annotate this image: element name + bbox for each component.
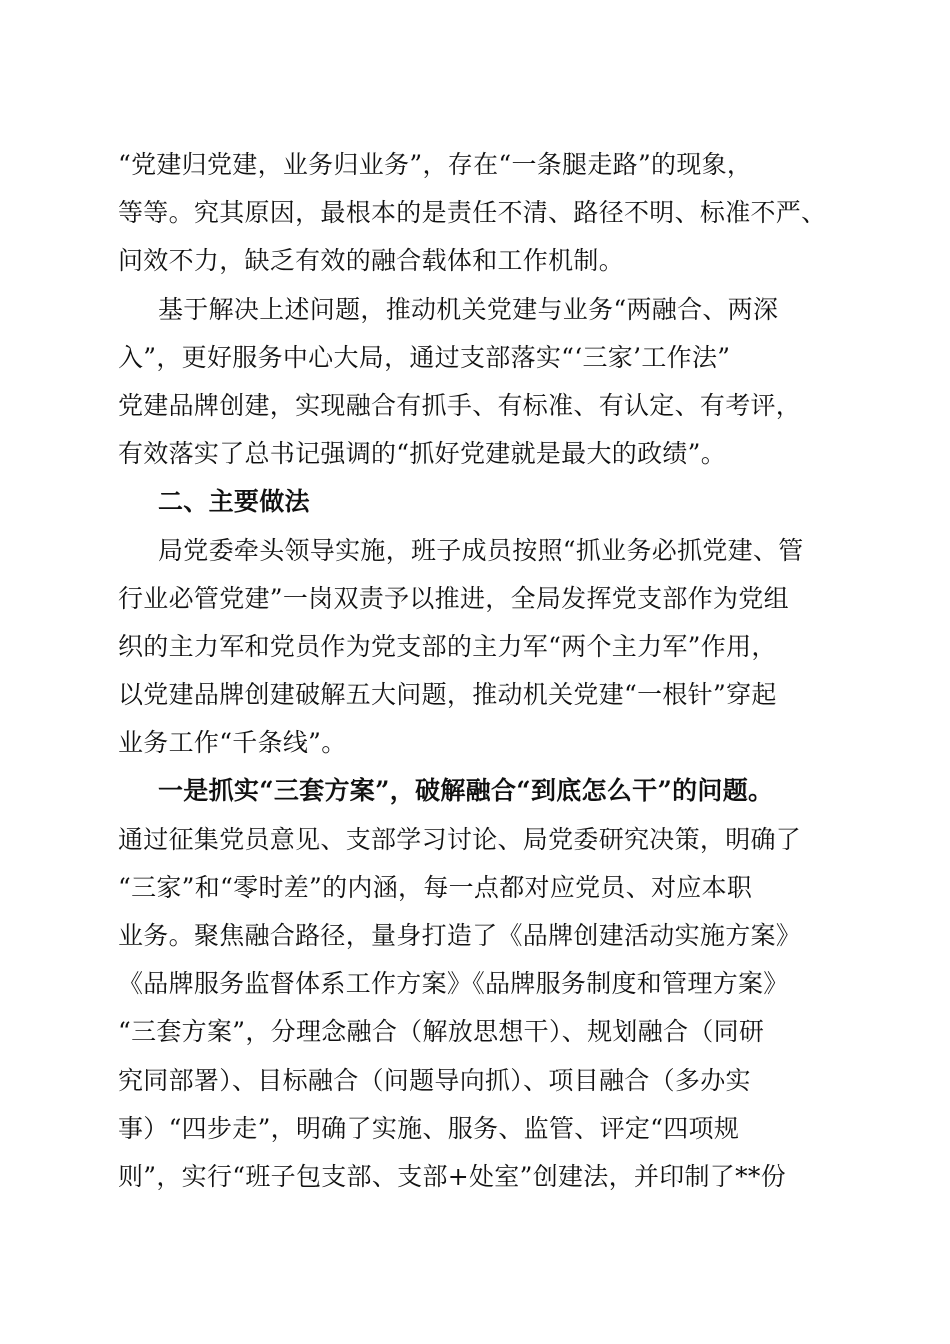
- heading-main-practices: 二、主要做法: [158, 487, 310, 517]
- text-line: 以党建品牌创建破解五大问题，推动机关党建“一根针”穿起: [118, 680, 777, 710]
- text-line: 则”，实行“班子包支部、支部+处室”创建法，并印制了**份: [118, 1161, 786, 1191]
- text-line-lead: 一是抓实“三套方案”，破解融合“到底怎么干”的问题。: [158, 776, 774, 806]
- text-line: 问效不力，缺乏有效的融合载体和工作机制。: [118, 246, 625, 276]
- text-line: “党建归党建，业务归业务”，存在“一条腿走路”的现象，: [118, 150, 753, 179]
- section-heading: [118, 478, 830, 526]
- paragraph-p1: [118, 141, 830, 286]
- text-line: 等等。究其原因，最根本的是责任不清、路径不明、标准不严、: [118, 198, 827, 228]
- text-line: 党建品牌创建，实现融合有抓手、有标准、有认定、有考评，: [118, 390, 802, 420]
- text-line: 局党委牵头领导实施，班子成员按照“抓业务必抓党建、管: [158, 535, 804, 565]
- text-line: 有效落实了总书记强调的“抓好党建就是最大的政绩”。: [118, 439, 727, 469]
- text-line: 通过征集党员意见、支部学习讨论、局党委研究决策，明确了: [118, 824, 802, 854]
- text-line: “三套方案”，分理念融合（解放思想干）、规划融合（同研: [118, 1017, 765, 1047]
- text-line: 入”，更好服务中心大局，通过支部落实“‘三家’工作法”: [118, 342, 731, 372]
- text-line: 行业必管党建”一岗双责予以推进，全局发挥党支部作为党组: [118, 583, 789, 613]
- text-line: 究同部署）、目标融合（问题导向抓）、项目融合（多办实: [118, 1065, 751, 1095]
- text-line: 业务工作“千条线”。: [118, 728, 347, 758]
- document-body: [118, 141, 830, 1201]
- text-line: 事）“四步走”，明确了实施、服务、监管、评定“四项规: [118, 1113, 740, 1143]
- paragraph-p4: [118, 767, 830, 1201]
- paragraph-p3: [118, 527, 830, 768]
- text-line: 《品牌服务监督体系工作方案》《品牌服务制度和管理方案》: [118, 969, 789, 999]
- text-line: 基于解决上述问题，推动机关党建与业务“两融合、两深: [158, 294, 779, 324]
- text-line: 业务。聚焦融合路径，量身打造了《品牌创建活动实施方案》: [118, 921, 802, 950]
- text-line: “三家”和“零时差”的内涵，每一点都对应党员、对应本职: [118, 872, 753, 902]
- paragraph-p2: [118, 286, 830, 479]
- text-line: 织的主力军和党员作为党支部的主力军“两个主力军”作用，: [118, 631, 777, 661]
